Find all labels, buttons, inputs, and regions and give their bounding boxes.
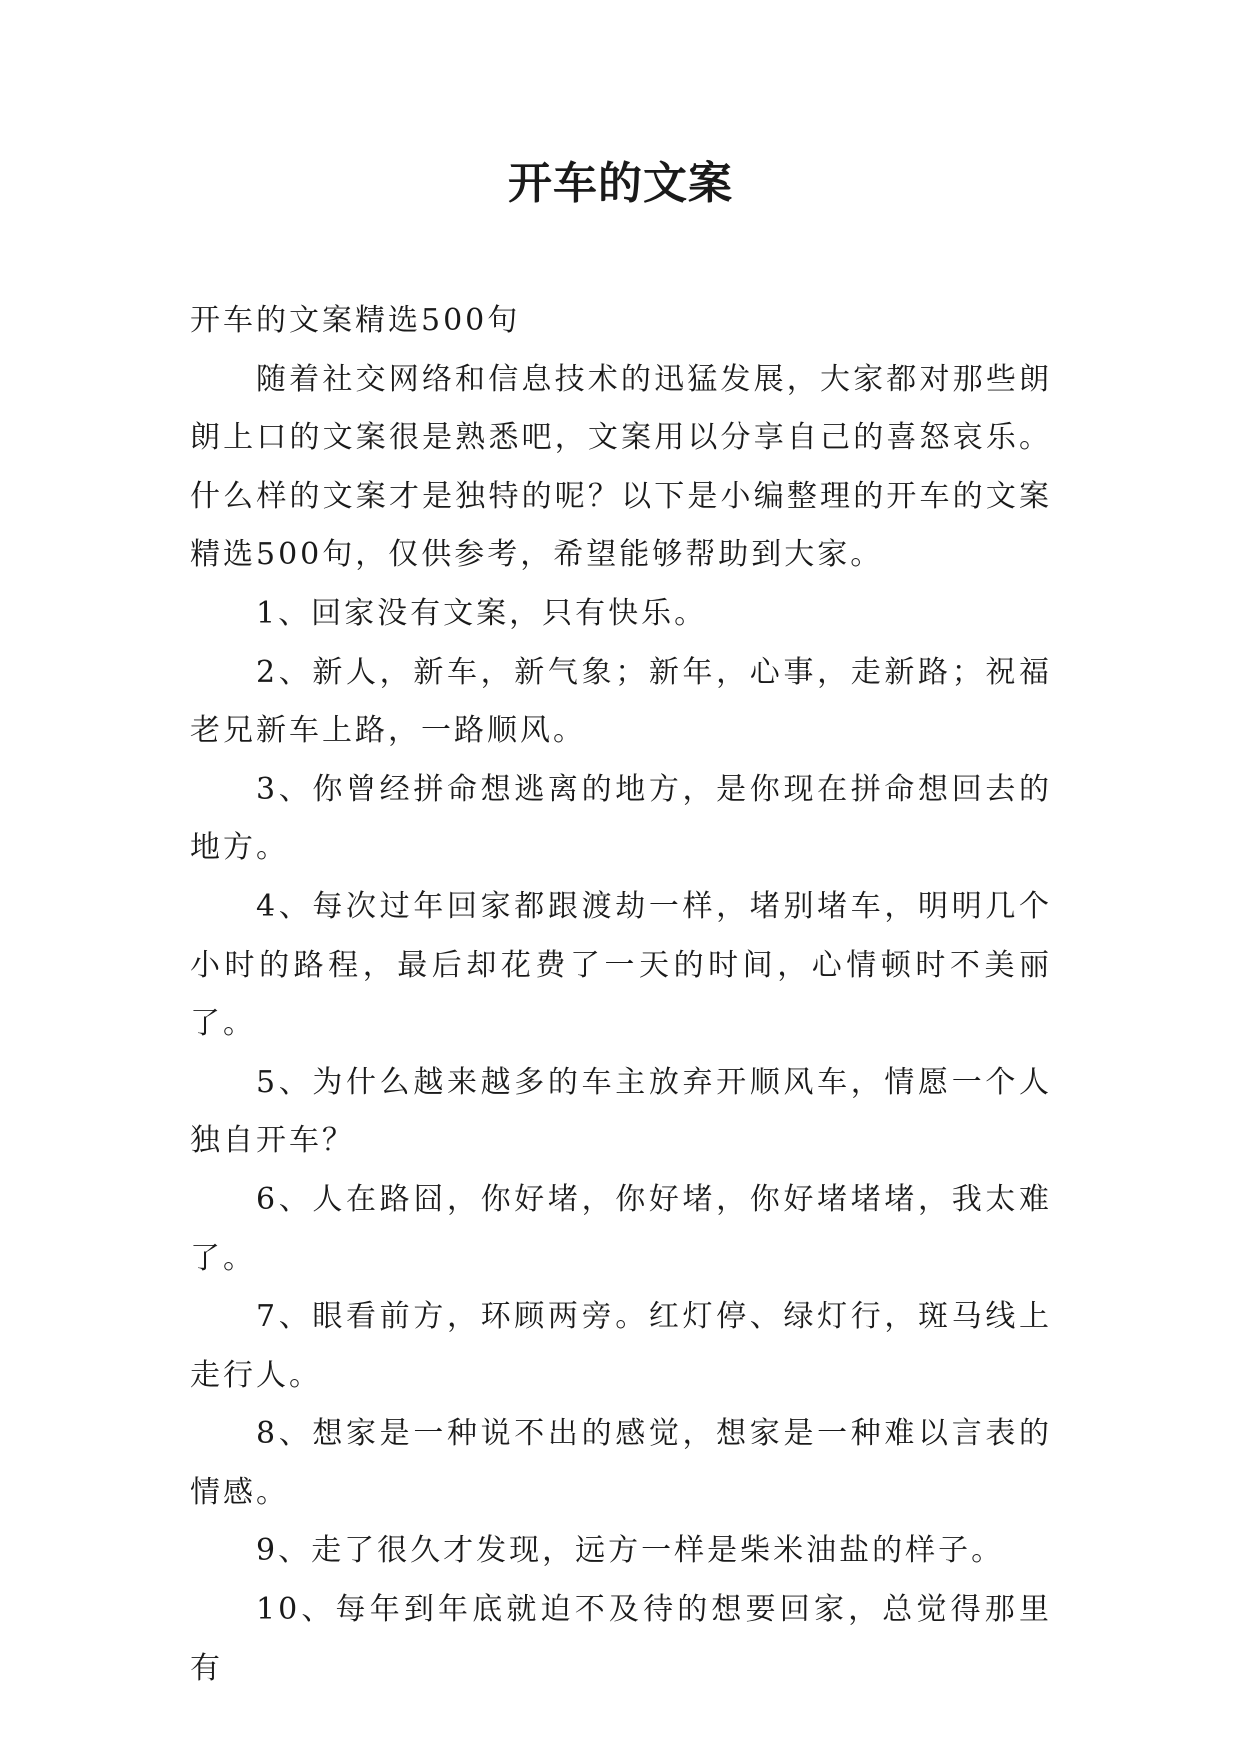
list-item: 9、走了很久才发现，远方一样是柴米油盐的样子。 (256, 1533, 1005, 1569)
list-item: 10、每年到年底就迫不及待的想要回家，总觉得那里有 (190, 1592, 1052, 1686)
list-item: 4、每次过年回家都跟渡劫一样，堵别堵车，明明几个小时的路程，最后却花费了一天的时间，心情顿时不美丽了。 (190, 888, 1052, 1042)
list-item: 7、眼看前方，环顾两旁。红灯停、绿灯行，斑马线上走行人。 (190, 1299, 1052, 1393)
document-subtitle: 开车的文案精选500句 (190, 303, 521, 338)
list-item: 3、你曾经拼命想逃离的地方，是你现在拼命想回去的地方。 (190, 771, 1052, 866)
document-title: 开车的文案 (508, 158, 733, 209)
list-item: 2、新人，新车，新气象；新年，心事，走新路；祝福老兄新车上路，一路顺风。 (190, 654, 1052, 749)
list-item: 6、人在路囧，你好堵，你好堵，你好堵堵堵，我太难了。 (190, 1181, 1052, 1276)
list-item: 8、想家是一种说不出的感觉，想家是一种难以言表的情感。 (190, 1416, 1052, 1510)
list-item: 5、为什么越来越多的车主放弃开顺风车，情愿一个人独自开车？ (190, 1064, 1052, 1159)
document-body (190, 292, 1052, 1698)
intro-paragraph: 随着社交网络和信息技术的迅猛发展，大家都对那些朗朗上口的文案很是熟悉吧，文案用以分享自己的喜怒哀乐。什么样的文案才是独特的呢？以下是小编整理的开车的文案精选500句，仅供参考，希望能够帮助到大家。 (190, 361, 1052, 573)
list-item: 1、回家没有文案，只有快乐。 (256, 595, 708, 631)
